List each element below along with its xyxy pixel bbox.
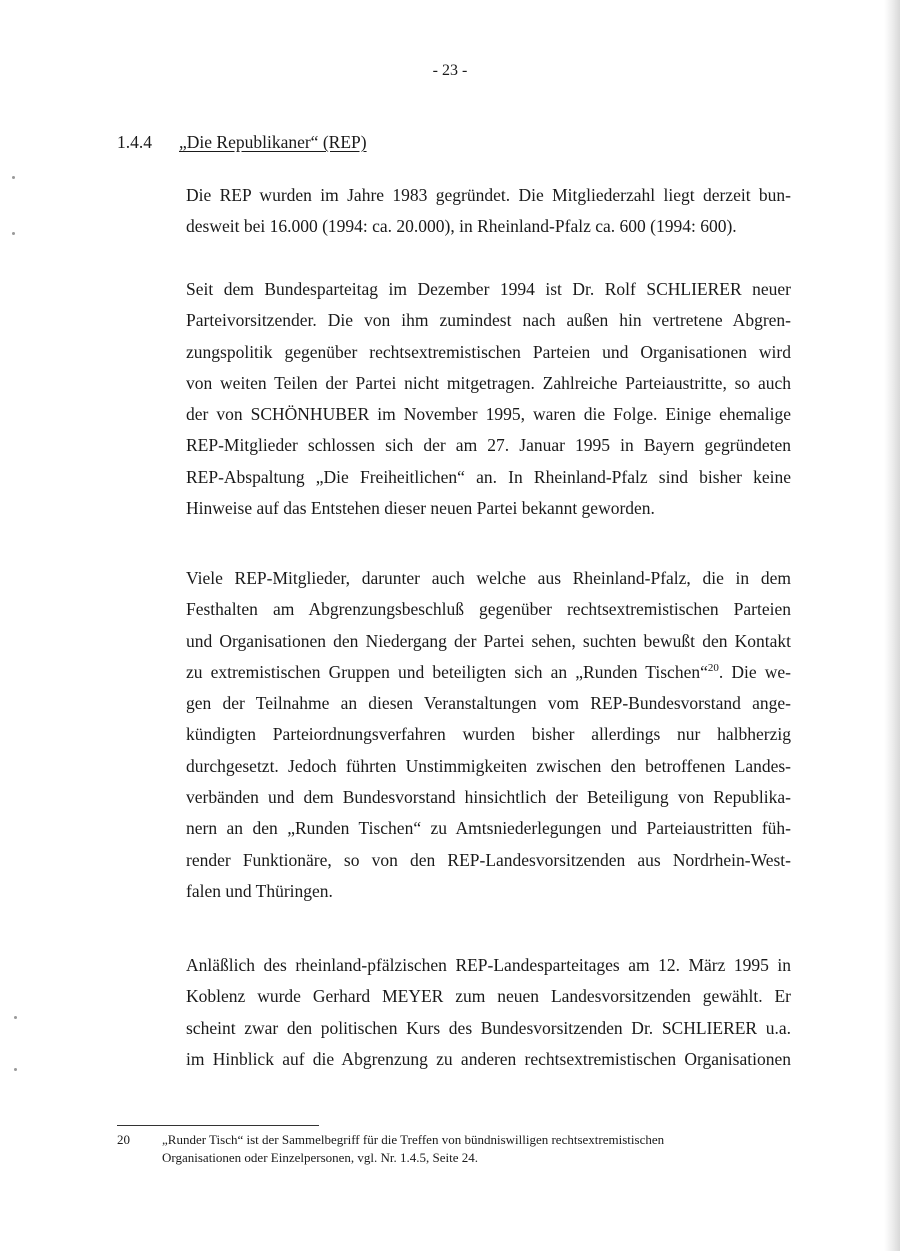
footnote-line: Organisationen oder Einzelpersonen, vgl. Nr. 1.4.5, Seite 24.: [162, 1149, 479, 1165]
text-line: Koblenz wurde Gerhard MEYER zum neuen Landesvorsitzenden gewählt. Er: [186, 986, 791, 1007]
text-fragment: . Die we-: [718, 661, 791, 682]
text-line: von weiten Teilen der Partei nicht mitgetragen. Zahlreiche Parteiaustritte, so auch: [186, 372, 791, 393]
text-line: falen und Thüringen.: [186, 880, 333, 901]
text-line: gen der Teilnahme an diesen Veranstaltungen vom REP-Bundesvorstand ange-: [186, 693, 791, 714]
scan-speck: [14, 1016, 17, 1019]
text-line: Parteivorsitzender. Die von ihm zumindest nach außen hin vertretene Abgren-: [186, 310, 791, 331]
text-line: und Organisationen den Niedergang der Partei sehen, suchten bewußt den Kontakt: [186, 630, 791, 651]
text-line: nern an den „Runden Tischen“ zu Amtsniederlegungen und Parteiaustritten füh-: [186, 818, 791, 839]
scan-speck: [12, 176, 15, 179]
text-line: im Hinblick auf die Abgrenzung zu anderen rechtsextremistischen Organisationen: [186, 1048, 791, 1069]
text-line: Hinweise auf das Entstehen dieser neuen Partei bekannt geworden.: [186, 498, 655, 519]
text-line: Die REP wurden im Jahre 1983 gegründet. Die Mitgliederzahl liegt derzeit bun-: [186, 185, 791, 205]
text-line: verbänden und dem Bundesvorstand hinsichtlich der Beteiligung von Republika-: [186, 787, 791, 808]
text-line: Festhalten am Abgrenzungsbeschluß gegenüber rechtsextremistischen Parteien: [186, 599, 791, 620]
text-line: zungspolitik gegenüber rechtsextremistischen Parteien und Organisationen wird: [186, 341, 791, 362]
footnote-text: [162, 1131, 792, 1166]
section-title: „Die Republikaner“ (REP): [179, 132, 367, 152]
paragraph-runde-tische: [186, 563, 791, 907]
text-line: render Funktionäre, so von den REP-Landesvorsitzenden aus Nordrhein-West-: [186, 849, 791, 870]
text-line: Anläßlich des rheinland-pfälzischen REP-Landesparteitages am 12. März 1995 in: [186, 955, 791, 975]
footnote-line: „Runder Tisch“ ist der Sammelbegriff für die Treffen von bündniswilligen rechtsextremistischen: [162, 1132, 665, 1147]
text-line: Viele REP-Mitglieder, darunter auch welche aus Rheinland-Pfalz, die in dem: [186, 568, 791, 588]
paragraph-landesparteitag: [186, 950, 791, 1075]
text-line: desweit bei 16.000 (1994: ca. 20.000), in Rheinland-Pfalz ca. 600 (1994: 600).: [186, 216, 737, 237]
text-line: Seit dem Bundesparteitag im Dezember 1994 ist Dr. Rolf SCHLIERER neuer: [186, 279, 791, 299]
text-line: kündigten Parteiordnungsverfahren wurden bisher allerdings nur halbherzig: [186, 724, 791, 745]
text-line: scheint zwar den politischen Kurs des Bundesvorsitzenden Dr. SCHLIERER u.a.: [186, 1017, 791, 1038]
section-number: 1.4.4: [117, 132, 152, 152]
page-number: - 23 -: [432, 62, 468, 79]
footnote-reference[interactable]: 20: [707, 662, 719, 675]
text-line: REP-Mitglieder schlossen sich der am 27. Januar 1995 in Bayern gegründeten: [186, 435, 791, 456]
page-edge-shadow: [884, 0, 900, 1251]
text-line: durchgesetzt. Jedoch führten Unstimmigkeiten zwischen den betroffenen Landes-: [186, 755, 791, 776]
text-line: der von SCHÖNHUBER im November 1995, waren die Folge. Einige ehemalige: [186, 404, 791, 425]
text-fragment: zu extremistischen Gruppen und beteiligten sich an „Runden Tischen“: [186, 661, 708, 682]
text-line-with-footnote: [186, 657, 791, 688]
footnote-number: 20: [117, 1132, 130, 1147]
scan-speck: [14, 1068, 17, 1071]
scan-speck: [12, 232, 15, 235]
paragraph-founding: [186, 180, 791, 243]
text-line: REP-Abspaltung „Die Freiheitlichen“ an. In Rheinland-Pfalz sind bisher keine: [186, 466, 791, 487]
footnote-divider: [117, 1125, 319, 1126]
section-heading: [117, 132, 367, 153]
paragraph-leadership: [186, 274, 791, 524]
